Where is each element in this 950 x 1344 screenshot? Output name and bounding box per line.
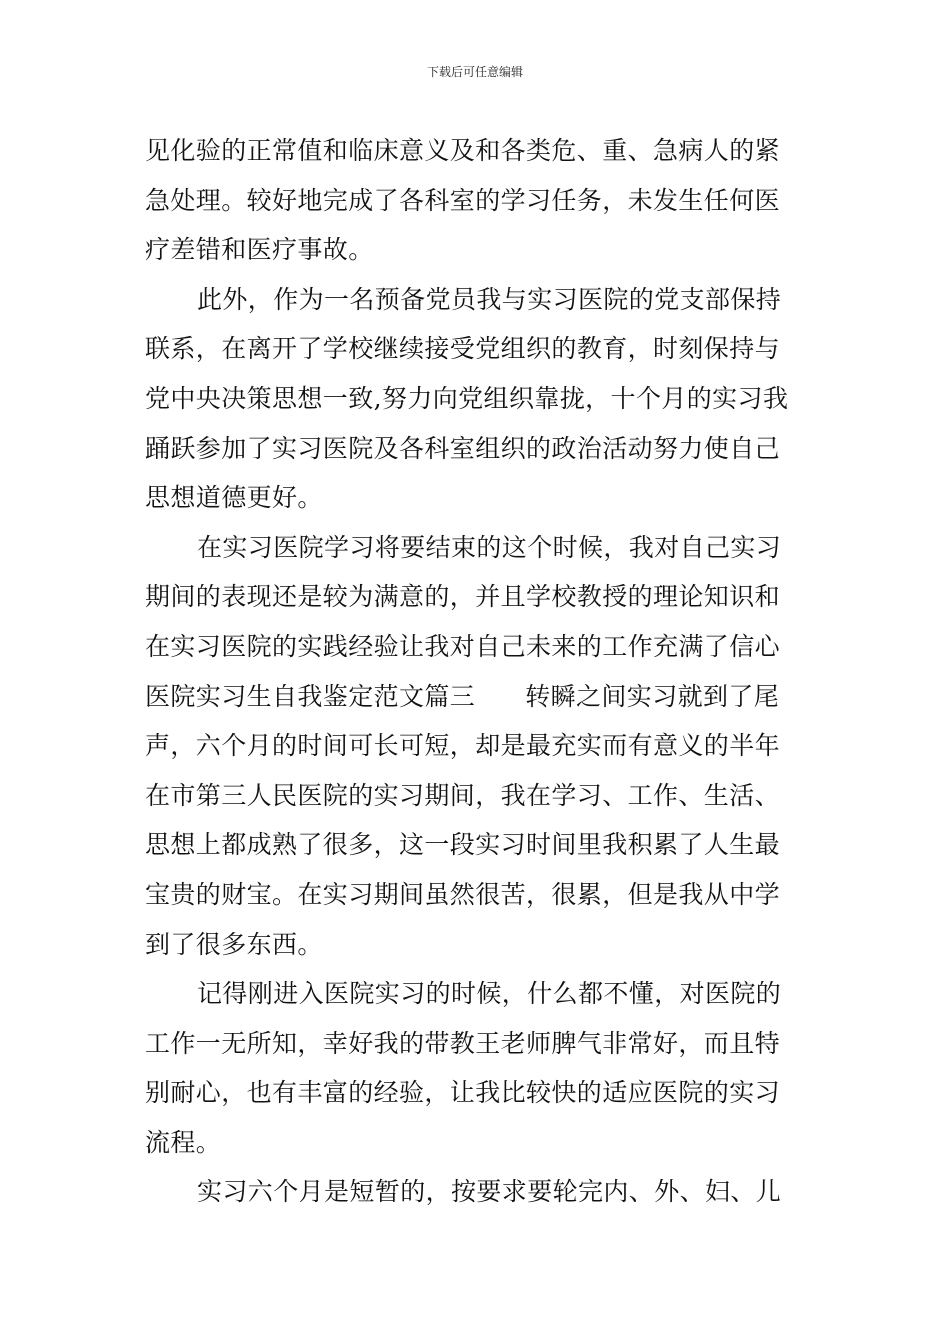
text-line: 在市第三人民医院的实习期间，我在学习、工作、生活、 [145, 780, 781, 810]
paragraph-first-line: 实习六个月是短暂的，按要求要轮完内、外、妇、儿 [197, 1177, 782, 1207]
text-line: 踊跃参加了实习医院及各科室组织的政治活动努力使自己 [145, 433, 781, 463]
text-line: 期间的表现还是较为满意的，并且学校教授的理论知识和 [145, 582, 781, 612]
page-header: 下载后可任意编辑 [426, 65, 523, 79]
text-line: 别耐心，也有丰富的经验，让我比较快的适应医院的实习 [145, 1078, 781, 1108]
document-body [145, 126, 809, 1217]
text-line: 工作一无所知，幸好我的带教王老师脾气非常好，而且特 [145, 1028, 781, 1058]
paragraph-first-line: 记得刚进入医院实习的时候，什么都不懂，对医院的 [197, 979, 782, 1009]
text-line: 到了很多东西。 [145, 929, 323, 959]
paragraph-first-line: 此外，作为一名预备党员我与实习医院的党支部保持 [197, 284, 782, 314]
text-line: 宝贵的财宝。在实习期间虽然很苦，很累，但是我从中学 [145, 879, 781, 909]
text-line: 党中央决策思想一致,努力向党组织靠拢，十个月的实习我 [145, 383, 789, 413]
text-line: 见化验的正常值和临床意义及和各类危、重、急病人的紧 [145, 136, 781, 165]
text-line: 联系，在离开了学校继续接受党组织的教育，时刻保持与 [145, 334, 781, 364]
text-line: 思想上都成熟了很多，这一段实习时间里我积累了人生最 [145, 830, 781, 860]
section-title-line [145, 672, 809, 722]
text-line: 疗差错和医疗事故。 [145, 235, 374, 265]
paragraph-first-line: 在实习医院学习将要结束的这个时候，我对自己实习 [197, 532, 782, 562]
text-line: 急处理。较好地完成了各科室的学习任务，未发生任何医 [145, 185, 781, 215]
section-title: 医院实习生自我鉴定范文篇三 [145, 681, 476, 711]
text-line: 思想道德更好。 [145, 483, 323, 513]
text-line: 流程。 [145, 1127, 222, 1157]
text-line: 在实习医院的实践经验让我对自己未来的工作充满了信心 [145, 631, 781, 661]
section-title-tail: 转瞬之间实习就到了尾 [525, 681, 780, 711]
text-line: 声，六个月的时间可长可短，却是最充实而有意义的半年 [145, 731, 781, 761]
